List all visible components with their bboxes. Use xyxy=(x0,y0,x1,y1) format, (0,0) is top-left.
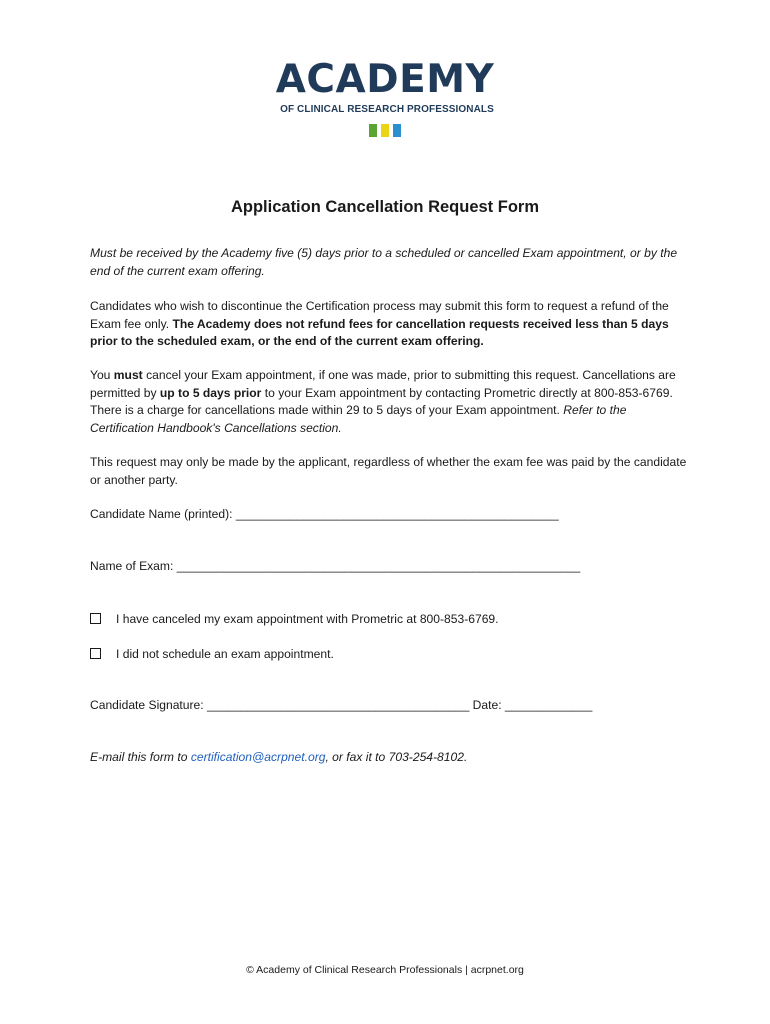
academy-logo xyxy=(0,58,770,138)
refund-policy-bold: The Academy does not refund fees for cancellation requests received less than 5 days prior to the scheduled exam, or the end of the current exam offering. xyxy=(90,316,669,348)
candidate-name-field[interactable]: Candidate Name (printed): ________________________________________________ xyxy=(90,507,559,521)
logo-subtitle: OF CLINICAL RESEARCH PROFESSIONALS xyxy=(280,104,494,115)
email-prefix: E-mail this form to xyxy=(90,750,188,764)
email-instruction xyxy=(90,749,690,767)
signature-date-field[interactable]: Candidate Signature: _______________________________________ Date: _____________ xyxy=(90,698,593,712)
checkbox-canceled-label: I have canceled my exam appointment with Prometric at 800-853-6769. xyxy=(116,612,499,626)
email-link[interactable]: certification@acrpnet.org xyxy=(190,750,326,764)
yellow-square-icon xyxy=(381,124,389,137)
checkbox-not-scheduled[interactable] xyxy=(90,648,101,659)
refund-paragraph xyxy=(90,298,690,351)
email-suffix: , or fax it to 703-254-8102. xyxy=(325,750,468,764)
exam-name-field[interactable]: Name of Exam: ____________________________________________________________ xyxy=(90,559,581,573)
cancel-text-3: to your Exam appointment by contacting Prometric directly at 800-853-6769. There is a charge for cancellations made within 29 to 5 days of your Exam appointment. xyxy=(90,385,673,417)
cancel-text-1: You xyxy=(90,368,111,382)
cancel-paragraph xyxy=(90,367,690,437)
green-square-icon xyxy=(369,124,377,137)
cancel-text-2: cancel your Exam appointment, if one was made, prior to submitting this request. Cancellations are permitted by xyxy=(90,368,676,400)
handbook-reference: Refer to the Certification Handbook's Cancellations section. xyxy=(90,403,627,435)
checkbox-row-canceled[interactable] xyxy=(90,611,690,629)
logo-wordmark: ACADEMY xyxy=(275,57,495,102)
blue-square-icon xyxy=(393,124,401,137)
checkbox-canceled[interactable] xyxy=(90,613,101,624)
checkbox-row-not-scheduled[interactable] xyxy=(90,646,690,664)
cancel-must-bold: must xyxy=(113,368,143,382)
refund-text: Candidates who wish to discontinue the Certification process may submit this form to request a refund of the Exam fee only. xyxy=(90,299,669,331)
cancel-days-bold: up to 5 days prior xyxy=(159,385,262,400)
applicant-paragraph: This request may only be made by the applicant, regardless of whether the exam fee was paid by the candidate or another party. xyxy=(90,455,687,487)
page-footer: © Academy of Clinical Research Professionals | acrpnet.org xyxy=(246,964,524,976)
page-title: Application Cancellation Request Form xyxy=(230,198,540,216)
logo-color-squares xyxy=(0,124,770,138)
checkbox-not-scheduled-label: I did not schedule an exam appointment. xyxy=(116,647,334,661)
intro-notice: Must be received by the Academy five (5) days prior to a scheduled or cancelled Exam appointment, or by the end of the current exam offering. xyxy=(90,246,678,278)
